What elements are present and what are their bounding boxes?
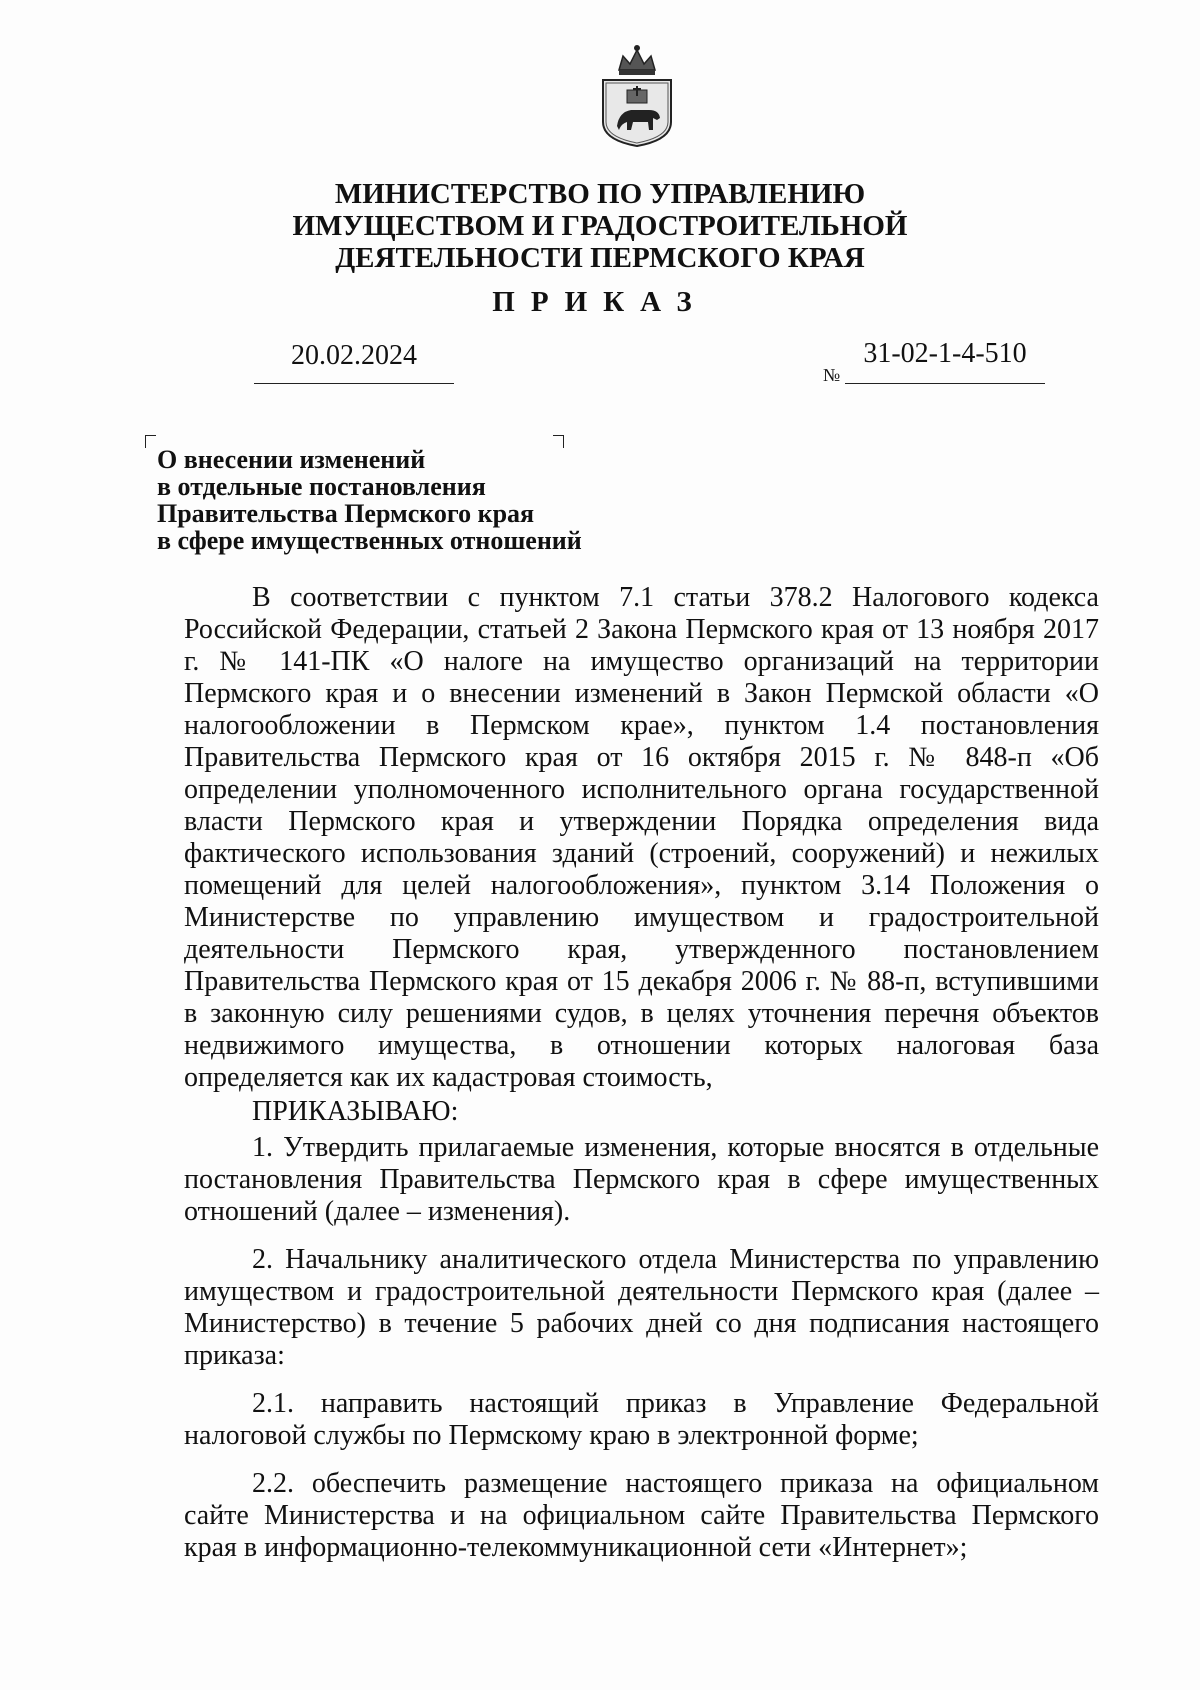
coat-of-arms-icon	[597, 40, 677, 150]
date-underline	[254, 383, 454, 384]
number-underline	[845, 383, 1045, 384]
subject-line-2: в отдельные постановления	[157, 472, 486, 501]
preamble-paragraph: В соответствии с пунктом 7.1 статьи 378.2 Налогового кодекса Российской Федерации, статьей 2 Закона Пермского края от 13 ноября 2017 г. № 141-ПК «О налоге на имущество организаций на территории Пермского края и о внесении изменений в Закон Пермской области «О налогообложении в Пермском крае», пунктом 1.4 постановления Правительства Пермского края от 16 октября 2015 г. № 848-п «Об определении уполномоченного исполнительного органа государственной власти Пермского края и утверждении Порядка определения вида фактического использования зданий (строений, сооружений) и нежилых помещений для целей налогообложения», пунктом 3.14 Положения о Министерстве по управлению имуществом и градостроительной деятельности Пермского края, утвержденного постановлением Правительства Пермского края от 15 декабря 2006 г. № 88-п, вступившими в законную силу решениями судов, в целях уточнения перечня объектов недвижимого имущества, в отношении которых налоговая база определяется как их кадастровая стоимость,	[184, 582, 1099, 1093]
ministry-line-2: ИМУЩЕСТВОМ И ГРАДОСТРОИТЕЛЬНОЙ	[292, 210, 908, 242]
item-1-paragraph: 1. Утвердить прилагаемые изменения, которые вносятся в отдельные постановления Правительства Пермского края в сфере имущественных отношений (далее – изменения).	[184, 1132, 1099, 1227]
ministry-line-1: МИНИСТЕРСТВО ПО УПРАВЛЕНИЮ	[334, 178, 866, 210]
ministry-name	[0, 178, 1200, 274]
ministry-line-3: ДЕЯТЕЛЬНОСТИ ПЕРМСКОГО КРАЯ	[335, 242, 865, 274]
subject-line-1: О внесении изменений	[157, 445, 426, 474]
order-body	[184, 582, 1099, 1564]
document-type-title: ПРИКАЗ	[492, 286, 708, 318]
subject-line-4: в сфере имущественных отношений	[157, 526, 582, 555]
decree-word: ПРИКАЗЫВАЮ:	[252, 1096, 459, 1127]
item-2-paragraph: 2. Начальнику аналитического отдела Министерства по управлению имуществом и градостроительной деятельности Пермского края (далее – Министерство) в течение 5 рабочих дней со дня подписания настоящего приказа:	[184, 1244, 1099, 1371]
number-label: №	[823, 365, 841, 385]
subject-line-3: Правительства Пермского края	[157, 499, 535, 528]
subject-corner-left	[145, 435, 156, 448]
item-2-2-paragraph: 2.2. обеспечить размещение настоящего приказа на официальном сайте Министерства и на официальном сайте Правительства Пермского края в информационно-телекоммуникационной сети «Интернет»;	[184, 1468, 1099, 1563]
order-subject	[157, 446, 582, 554]
item-2-1-paragraph: 2.1. направить настоящий приказ в Управление Федеральной налоговой службы по Пермскому краю в электронной форме;	[184, 1388, 1099, 1451]
order-date: 20.02.2024	[291, 340, 417, 371]
order-number: 31-02-1-4-510	[863, 338, 1027, 369]
